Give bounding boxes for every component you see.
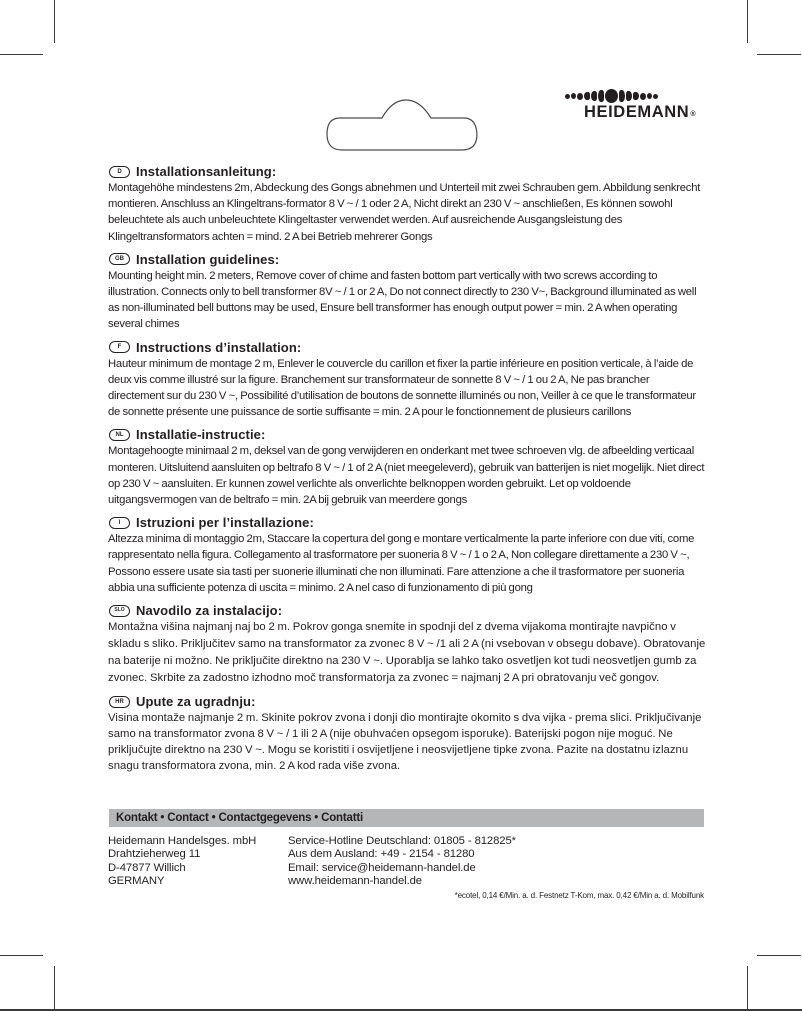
- registered-mark: ®: [690, 111, 697, 118]
- heidemann-logo: [563, 89, 708, 123]
- section-body: Montagehöhe mindestens 2m, Abdeckung des Gongs abnehmen und Unterteil mit zwei Schrauben gem. Abbildung senkrecht montieren. Anschluss an Klingeltrans-formator 8 V ~ / 1 oder 2 A, Nicht direkt an 230 V ~ anschließen, Es können sowohl beleuchtete als auch unbeleuchtete Klingeltaster verwendet werden. Auf ausreichende Ausgangsleistung des Klingeltransformators achten = mind. 2 A bei Betrieb mehrerer Gongs: [108, 182, 701, 243]
- address-line: Heidemann Handelsges. mbH: [108, 835, 257, 847]
- section-title: Installation guidelines:: [136, 251, 280, 267]
- section-gb: [108, 251, 708, 333]
- address-line: D-47877 Willich: [108, 861, 186, 874]
- country-badge-icon: HR: [109, 696, 130, 708]
- country-badge-icon: I: [109, 517, 130, 529]
- pricing-footnote: *ecotel, 0,14 €/Min. a. d. Festnetz T-Kom, max. 0,42 €/Min a. d. Mobilfunk: [454, 891, 704, 900]
- crop-mark-bottom-right-horizontal: [757, 955, 801, 956]
- website-link[interactable]: www.heidemann-handel.de: [288, 875, 422, 888]
- section-body: Hauteur minimum de montage 2 m, Enlever le couvercle du carillon et fixer la partie inférieure en position verticale, à l’aide de deux vis comme illustré sur la figure. Branchement sur transformateur de sonnette 8 V ~ / 1 ou 2 A, Ne pas brancher directement sur du 230 V ~, Possibilité d’utilisation de boutons de sonnette illuminés ou non, Veiller à ce que le transformateur de sonnette présente une puissance de sortie suffisante = min. 2 A pour le fonctionnement de plusieurs carillons: [108, 357, 696, 419]
- section-hr: [108, 693, 708, 774]
- section-title: Istruzioni per l’installazione:: [136, 515, 314, 531]
- crop-mark-top-left-horizontal: [0, 54, 43, 55]
- crop-mark-top-right-horizontal: [757, 54, 801, 55]
- country-badge-icon: NL: [109, 429, 130, 441]
- service-contact: [288, 835, 516, 889]
- hotline-germany: Service-Hotline Deutschland: 01805 - 812825*: [288, 835, 516, 847]
- section-nl: [108, 426, 708, 508]
- section-body: Montagehoogte minimaal 2 m, deksel van de gong verwijderen en onderkant met twee schroeven vlg. de afbeelding verticaal monteren. Uitsluitend aansluiten op beltrafo 8 V ~ / 1 of 2 A (niet meegeleverd), gebruik van batterijen is niet mogelijk. Niet direct op 230 V ~ aansluiten. Er kunnen zowel verlichte als onverlichte belknoppen worden gebruikt. Let op voldoende uitgangsvermogen van de beltrafo = min. 2A bij gebruik van meerdere gongs: [108, 445, 705, 507]
- section-title: Instructions d’installation:: [136, 339, 302, 355]
- section-title: Upute za ugradnju:: [136, 694, 256, 710]
- contact-bar: [109, 809, 704, 827]
- section-fr: [108, 339, 708, 421]
- crop-mark-bottom-right-vertical: [747, 966, 748, 1011]
- section-de: [108, 163, 708, 245]
- hotline-abroad: Aus dem Ausland: +49 - 2154 - 81280: [288, 848, 475, 861]
- crop-mark-top-left-vertical: [54, 0, 55, 43]
- instructions: [108, 163, 708, 780]
- section-it: [108, 514, 708, 596]
- section-body: Montažna višina najmanj naj bo 2 m. Pokrov gonga snemite in spodnji del z dvema vijakoma montirajte navpično v skladu s sliko. Priključitev samo na transformator za zvonec 8 V ~ /1 ali 2 A (ni vsebovan v obsegu dobave). Obratovanje na baterije ni možno. Ne priključite direktno na 230 V ~. Uporablja se lahko tako osvetljen kot tudi neosvetljen gumb za zvonec. Skrbite za zadostno izhodno moč transformatorja za zvonec = najmanj 2 A pri obratovanju več gongov.: [108, 621, 706, 685]
- logo-dots-icon: [565, 89, 708, 103]
- section-title: Navodilo za instalacijo:: [136, 603, 283, 619]
- section-body: Mounting height min. 2 meters, Remove cover of chime and fasten bottom part vertically with two screws according to illustration. Connects only to bell transformer 8V ~ / 1 or 2 A, Do not connect directly to 230 V~, Background illuminated as well as non-illuminated bell buttons may be used, Ensure bell transformer has enough output power = min. 2 A when operating several chimes: [108, 269, 697, 331]
- section-body: Visina montaže najmanje 2 m. Skinite pokrov zvona i donji dio montirajte okomito s dva vijka - prema slici. Priključivanje samo na transformator zvona 8 V ~ / 1 ili 2 A (nije obuhvaćen opsegom isporuke). Baterijski pogon nije moguć. Ne priključujte direktno na 230 V ~. Mogu se koristiti i osvijetljene i neosvijetljene tipke zvona. Pazite na dostatnu izlaznu snagu transformatora zvona, min. 2 A kod rada više zvona.: [108, 712, 702, 773]
- crop-mark-bottom-left-horizontal: [0, 955, 43, 956]
- crop-mark-bottom-left-vertical: [54, 966, 55, 1011]
- country-badge-icon: SLO: [109, 605, 130, 617]
- section-slo: [108, 602, 708, 687]
- country-badge-icon: GB: [109, 253, 130, 265]
- contact-bar-label: Kontakt • Contact • Contactgegevens • Contatti: [116, 812, 363, 824]
- hanger-cutout-outline: [322, 96, 482, 154]
- company-address: [108, 835, 256, 889]
- section-title: Installatie-instructie:: [136, 427, 266, 443]
- crop-mark-top-right-vertical: [747, 0, 748, 43]
- email-link[interactable]: Email: service@heidemann-handel.de: [288, 861, 476, 874]
- section-body: Altezza minima di montaggio 2m, Staccare la copertura del gong e montare verticalmente la parte inferiore con due viti, come rappresentato nella figura. Collegamento al trasformatore per suoneria 8 V ~ / 1 o 2 A, Non collegare direttamente a 230 V ~, Possono essere usate sia tasti per suonerie illuminati che non illuminati. Fare attenzione a che il trasformatore per suoneria abbia una sufficiente potenza di uscita = minimo. 2 A nel caso di funzionamento di più gong: [108, 533, 695, 594]
- country-badge-icon: D: [109, 166, 130, 178]
- address-line: Drahtzieherweg 11: [108, 848, 201, 861]
- section-title: Installationsanleitung:: [136, 164, 277, 179]
- country-badge-icon: F: [109, 341, 130, 353]
- address-line: GERMANY: [108, 875, 165, 888]
- logo-wordmark: HEIDEMANN: [584, 103, 690, 121]
